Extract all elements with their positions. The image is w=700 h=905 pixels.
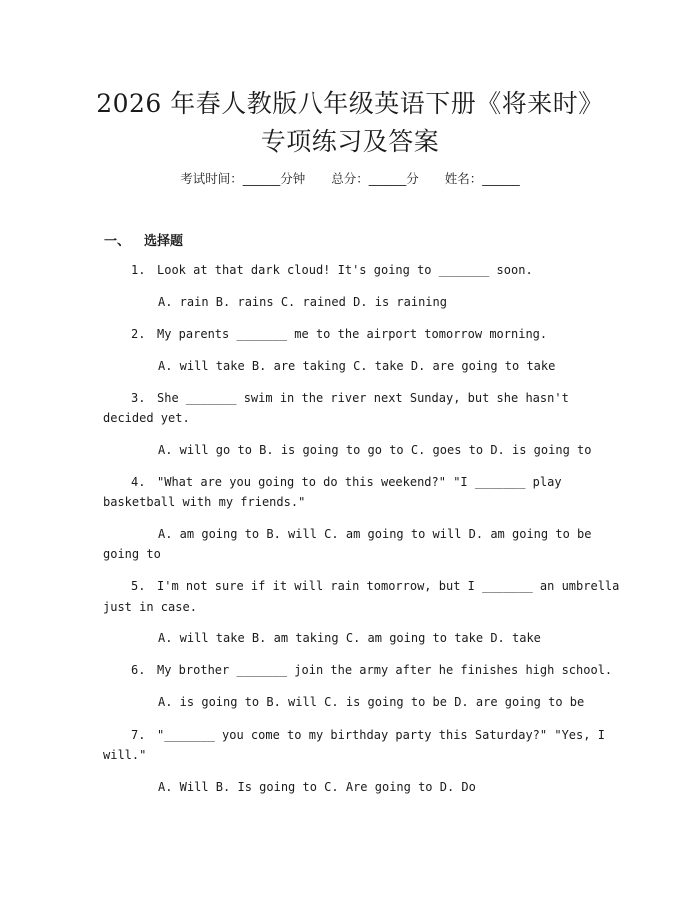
question-4-options: A. am going to B. will C. am going to will D. am going to be	[158, 527, 592, 541]
question-3-continuation: decided yet.	[103, 411, 190, 425]
question-number: 5.	[131, 579, 146, 593]
question-text: My brother _______ join the army after he finishes high school.	[157, 663, 613, 677]
question-4-options-continuation: going to	[103, 547, 161, 561]
total-score-field: 总分：______分	[331, 171, 419, 186]
section-heading	[104, 230, 183, 249]
question-3-stem	[131, 390, 569, 406]
question-text: I'm not sure if it will rain tomorrow, but I _______ an umbrella	[157, 579, 620, 593]
exam-info	[0, 169, 700, 187]
question-7-continuation: will."	[103, 748, 147, 762]
document-title-line-1: 2026 年春人教版八年级英语下册《将来时》	[96, 89, 604, 118]
question-text: Look at that dark cloud! It's going to _______ soon.	[157, 263, 533, 277]
question-number: 3.	[131, 391, 146, 405]
question-number: 1.	[131, 263, 146, 277]
question-text: She _______ swim in the river next Sunday, but she hasn't	[157, 391, 569, 405]
question-4-continuation: basketball with my friends."	[103, 495, 306, 509]
question-5-continuation: just in case.	[103, 600, 197, 614]
question-4-stem	[131, 474, 562, 490]
question-text: My parents _______ me to the airport tomorrow morning.	[157, 327, 548, 341]
question-7-stem	[131, 727, 605, 743]
question-2-stem	[131, 326, 547, 342]
question-2-options: A. will take B. are taking C. take D. are going to take	[158, 359, 556, 373]
question-1-stem	[131, 262, 533, 278]
question-5-options: A. will take B. am taking C. am going to take D. take	[158, 631, 541, 645]
question-text: "_______ you come to my birthday party this Saturday?" "Yes, I	[157, 728, 605, 742]
question-number: 6.	[131, 663, 146, 677]
question-3-options: A. will go to B. is going to go to C. goes to D. is going to	[158, 443, 592, 457]
question-number: 4.	[131, 475, 146, 489]
exam-time-field: 考试时间：______分钟	[180, 171, 306, 186]
question-text: "What are you going to do this weekend?" "I _______ play	[157, 475, 562, 489]
question-7-options: A. Will B. Is going to C. Are going to D. Do	[158, 780, 476, 794]
question-1-options: A. rain B. rains C. rained D. is raining	[158, 295, 447, 309]
document-title-line-2: 专项练习及答案	[260, 127, 440, 156]
question-number: 7.	[131, 728, 146, 742]
question-6-stem	[131, 662, 612, 678]
section-title: 选择题	[144, 234, 184, 249]
name-field: 姓名：______	[444, 171, 520, 186]
question-5-stem	[131, 578, 619, 594]
question-6-options: A. is going to B. will C. is going to be D. are going to be	[158, 695, 585, 709]
section-number: 一、	[104, 234, 131, 249]
question-number: 2.	[131, 327, 146, 341]
